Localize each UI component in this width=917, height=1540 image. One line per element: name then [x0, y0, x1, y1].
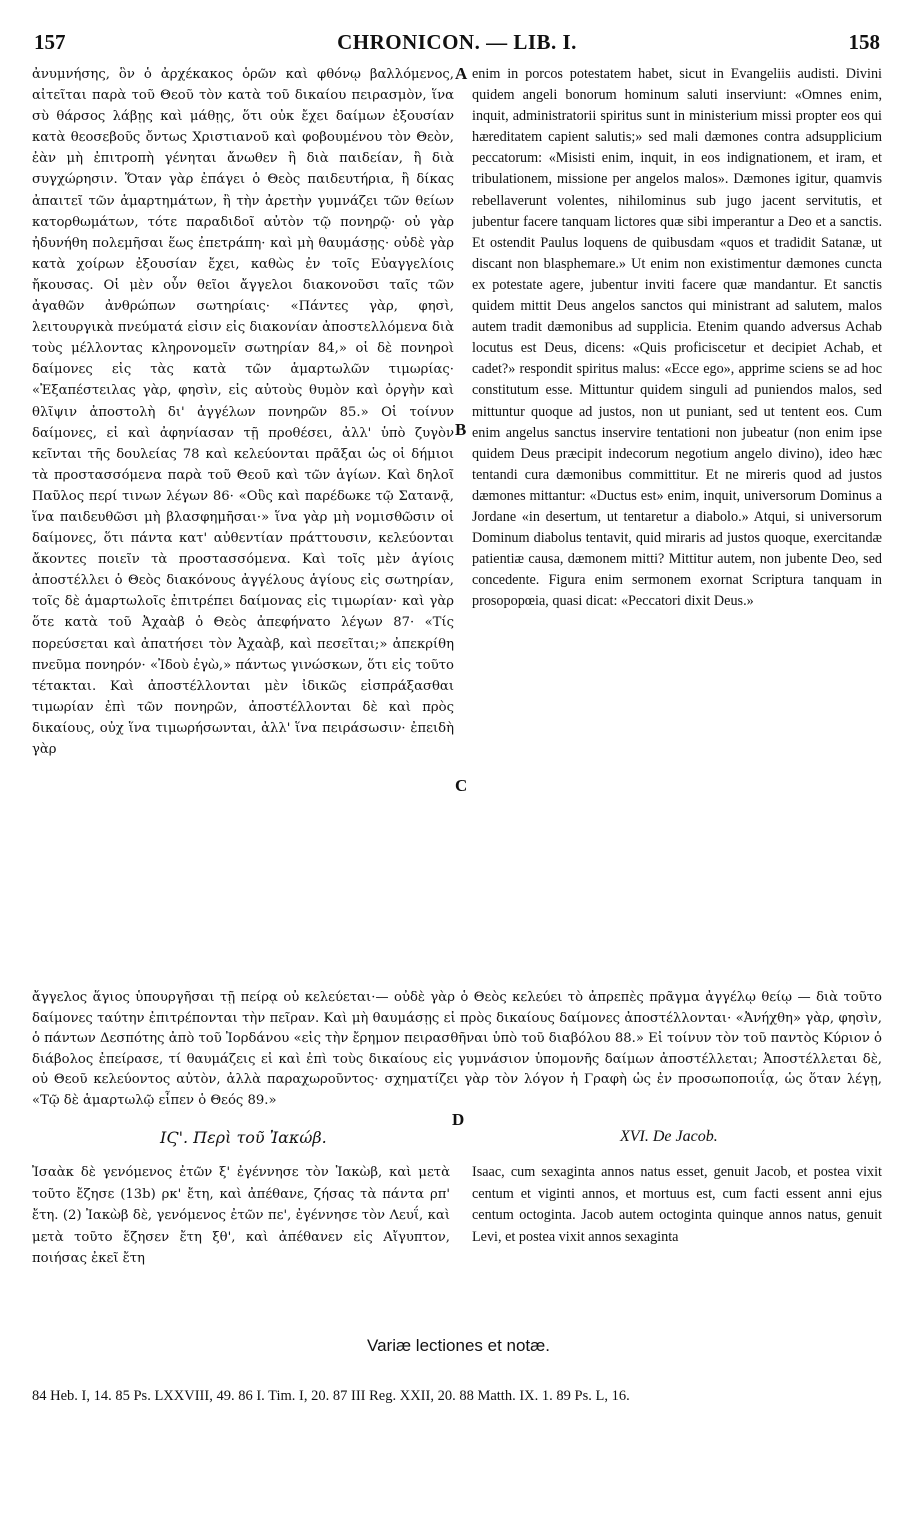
margin-letter-c: C	[455, 776, 468, 795]
footnotes: 84 Heb. I, 14. 85 Ps. LXXVIII, 49. 86 I. Tim. I, 20. 87 III Reg. XXII, 20. 88 Matth. IX. 1. 89 Ps. L, 16.	[32, 1388, 630, 1404]
margin-letter-d: D	[452, 1110, 465, 1129]
margin-letter-b: B	[455, 420, 467, 439]
greek-text-column: ἀνυμνήσης, ὃν ὁ ἀρχέκακος ὁρῶν καὶ φθόνῳ βαλλόμενος, αἰτεῖται παρὰ τοῦ Θεοῦ τὸν κατὰ τοῦ δικαίου πειρασμὸν, ἵνα σὺ θάρσος λάβῃς καὶ μάθῃς, ὅτι οὐκ ἔχει δαίμων ἐξουσίαν κατὰ θεοσεβοῦς ὄντως Χριστιανοῦ καὶ φοβουμένου τὸν Θεὸν, ἐὰν μὴ ἐπιτροπὴ γένηται ἄνωθεν ἢ διὰ παιδείαν, ἢ διὰ συγχώρησιν. Ὅταν γὰρ ἐπάγει ὁ Θεὸς παιδευτήρια, ἢ δίκας ἀπαιτεῖ τῶν ἁμαρτημάτων, ἢ τὴν ἀρετὴν γυμνάζει τῶν θείων κατορθωμάτων, τότε παραδιδοῖ αὐτὸν τῷ πονηρῷ· οὐ γὰρ ἠδυνήθη πολεμῆσαι ἕως ἐπετράπη· καὶ μὴ θαυμάσῃς· οὐδὲ γὰρ κατὰ χοίρων ἐξουσίαν ἔχει, καθὼς ἐν τοῖς Εὐαγγελίοις ἤκουσας. Οἱ μὲν οὖν θεῖοι ἄγγελοι διακονοῦσι ταῖς τῶν ἀγαθῶν ἀνθρώπων σωτηρίαις· «Πάντες γὰρ, φησὶ, λειτουργικὰ πνεύματά εἰσιν εἰς διακονίαν ἀποστελλόμενα διὰ τοὺς μέλλοντας κληρονομεῖν σωτηρίαν 84,» οἱ δὲ πονηροὶ δαίμονες εἰς τὰς κατὰ τῶν ἁμαρτωλῶν τιμωρίας· «Ἐξαπέστειλας γὰρ, φησὶν, εἰς αὐτοὺς θυμὸν καὶ ὀργὴν καὶ θλῖψιν ἀποστολὴ δι' ἀγγέλων πονηρῶν 85.» Οἱ τοίνυν δαίμονες, εἰ καὶ ἀφηνίασαν τῇ προθέσει, ἀλλ' ὑπὸ ζυγὸν κεῖνται τῆς δουλείας 78 καὶ κελεύονται πρᾶξαι ὡς οἱ δήμιοι τὰ προστασσόμενα παρὰ τοῦ Θεοῦ καὶ τῶν ἁγίων. Καὶ δηλοῖ Παῦλος περί τινων λέγων 86· «Οὓς καὶ παρέδωκε τῷ Σατανᾷ, ἵνα παιδευθῶσι μὴ βλασφημῆσαι·» ἵνα γὰρ μὴ νομισθῶσιν οἱ δαίμονες, ὅτι πάντα κατ' αὐθεντίαν πράττουσιν, κελεύονται ἄκοντες ποιεῖν τὰ προστασσόμενα. Καὶ τοῖς μὲν ἁγίοις ἀποστέλλει ὁ Θεὸς διακόνους ἀγγέλους ἁγίους εἰς σωτηρίαν, τοῖς δὲ ἁμαρτωλοῖς ἐπιτρέπει δαίμονας εἰς τιμωρίαν· καὶ γὰρ ὅτε κατὰ τοῦ Ἀχαὰβ ὁ Θεὸς ἀπεφήνατο λέγων 87· «Τίς πορεύσεται καὶ ἀπατήσει τὸν Ἀχαὰβ, καὶ πεσεῖται;» ἀπεκρίθη πνεῦμα πονηρόν· «Ἰδοὺ ἐγὼ,» πάντως γινώσκων, ὅτι εἰς τοῦτο τέτακται. Καὶ ἀποστέλλονται μὲν ἰδικῶς εἰσπράξασθαι τιμωρίαν ἐπὶ τῶν πονηρῶν, ἀποστέλλονται δὲ καὶ πρὸς δικαίους, οὐχ ἵνα τιμωρήσωνται, ἀλλ' ἵνα πειράσωσιν· ἐπειδὴ γὰρ	[32, 67, 454, 757]
section-greek-text: Ἰσαὰκ δὲ γενόμενος ἐτῶν ξ' ἐγέννησε τὸν Ἰακὼβ, καὶ μετὰ τοῦτο ἔζησε (13b) ρκ' ἔτη, καὶ ἀπέθανε, ζήσας τὰ πάντα ρπ' ἔτη. (2) Ἰακὼβ δὲ, γενόμενος ἐτῶν πε', ἐγέννησε τὸν Λευΐ, καὶ μετὰ τοῦτο ἔζησεν ἔτη ξθ', καὶ ἀπέθανεν εἰς Αἴγυπτον, ποιήσας ἐκεῖ ἔτη	[32, 1165, 450, 1267]
page-header	[34, 30, 880, 60]
latin-text-column: enim in porcos potestatem habet, sicut in Evangeliis audisti. Divini quidem angeli bonorum hominum saluti inserviunt: «Omnes enim, inquit, administratorii spiritus sunt in ministerium missi propter eos qui hæreditatem capient salutis;» sed mali dæmones contra adsupplicium peccatorum: «Misisti enim, inquit, in eos indignationem, et iram, et tribulationem, missione per angelos malos». Dæmones igitur, quamvis rebellaverunt volentes, nihilominus sub jugo jacent servitutis, et jubentur facere tanquam lictores quæ sibi imperantur a Deo et a sanctis. Et ostendit Paulus loquens de quibusdam «quos et tradidit Satanæ, ut discant non blasphemare.» Ut enim non existimentur dæmones cuncta ex potestate agere, jubentur inviti facere quæ mandantur. Et sanctis quidem mittit Deus angelos sanctos qui ministrant ad salutem, malos autem tradit dæmonibus ad supplicia. Etenim quando adversus Achab locutus est Deus, dicens: «Quis proficiscetur et decipiet Achab, et cadet?» respondit spiritus malus: «Ecce ego», apprime sciens se ad hoc constitutum esse. Mittuntur quidem singuli ad puniendos malos, sed mittuntur quoque ad justos, non ut puniant, sed ut tentent eos. Cum enim angelus sanctus inservire tentationi non jubeatur (non enim ipse quidem Deus præcipit indecorum negotium angelo divino), ideo hæc tentandi cura dæmonibus committitur. Et ne mireris quod ad justos dæmones mittantur: «Ductus est» enim, inquit, universorum Dominus a Jordane «in desertum, ut tentaretur a diabolo.» Atqui, si universorum Dominum diabolus tentavit, quid miraris ad justos quoque, exercitandæ patientiæ causa, dæmonem mitti? Mittitur autem, non jubente Deo, sed concedente. Figura enim sermonem exornat Scriptura tanquam in prosopopœia, quasi dicat: «Peccatori dixit Deus.»	[472, 66, 882, 610]
notes-title: Variæ lectiones et notæ.	[367, 1336, 550, 1355]
page-number-right: 158	[848, 30, 880, 54]
section-heading-latin: XVI. De Jacob.	[620, 1128, 718, 1145]
running-title: CHRONICON. — LIB. I.	[337, 30, 577, 54]
section-heading-greek: ΙϚ'. Περὶ τοῦ Ἰακώβ.	[160, 1128, 327, 1147]
greek-fullwidth-paragraph: ἄγγελος ἅγιος ὑπουργῆσαι τῇ πείρᾳ οὐ κελεύεται·— οὐδὲ γὰρ ὁ Θεὸς κελεύει τὸ ἀπρεπὲς πρᾶγμα ἀγγέλῳ θείῳ — διὰ τοῦτο δαίμονες ταύτην ἐπιτρέπονται τὴν πεῖραν. Καὶ μὴ θαυμάσῃς εἰ πρὸς δικαίους δαίμονες ἀποστέλλονται· «Ἀνήχθη» γὰρ, φησὶν, ὁ πάντων Δεσπότης ἀπὸ τοῦ Ἰορδάνου «εἰς τὴν ἔρημον πειρασθῆναι ὑπὸ τοῦ διαβόλου 88.» Εἰ τοίνυν τὸν τοῦ παντὸς Κύριον ὁ διάβολος ἐπείρασε, τί θαυμάζεις εἰ καὶ ἐπὶ τοὺς δικαίους εἰς γυμνάσιον ὑπομονῆς δαίμων ἀποστέλλεται; Ἀποστέλλεται δὲ, οὐ Θεοῦ κελεύοντος αὐτὸν, ἀλλὰ παραχωροῦντος· σχηματίζει γὰρ τὸν λόγον ἡ Γραφὴ ὡς ἐν προσωποποιΐᾳ, ὡς ὅταν λέγῃ, «Τῷ δὲ ἁμαρτωλῷ εἶπεν ὁ Θεός 89.»	[32, 990, 882, 1108]
page-number-left: 157	[34, 30, 66, 54]
section-latin-text: Isaac, cum sexaginta annos natus esset, genuit Jacob, et postea vixit centum et viginti annos, et mortuus est, cum facti essent anni ejus centum octoginta. Jacob autem octoginta quinque annos natus, genuit Levi, et postea vixit annos sexaginta	[472, 1164, 882, 1245]
margin-letter-a: A	[455, 64, 468, 83]
